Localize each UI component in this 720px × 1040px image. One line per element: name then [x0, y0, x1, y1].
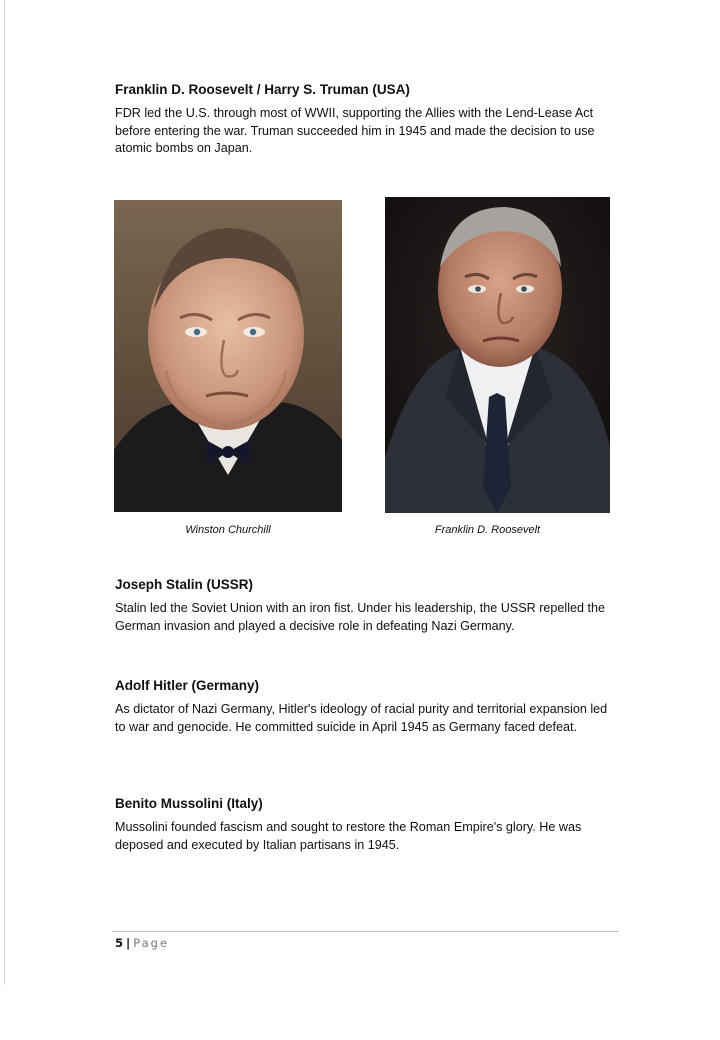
churchill-portrait-image [114, 200, 342, 512]
roosevelt-portrait-image [385, 197, 610, 513]
page-footer [115, 936, 169, 950]
roosevelt-caption: Franklin D. Roosevelt [434, 524, 541, 536]
section-hitler [115, 678, 620, 736]
page-left-border [4, 0, 5, 985]
section-paragraph: Stalin led the Soviet Union with an iron fist. Under his leadership, the USSR repelled the German invasion and played a decisive role in defeating Nazi Germany. [115, 601, 606, 633]
section-heading: Joseph Stalin (USSR) [115, 577, 254, 592]
section-heading: Franklin D. Roosevelt / Harry S. Truman (USA) [115, 82, 410, 97]
churchill-caption: Winston Churchill [185, 524, 271, 536]
section-paragraph: Mussolini founded fascism and sought to restore the Roman Empire's glory. He was deposed and executed by Italian partisans in 1945. [115, 820, 582, 852]
footer-separator: | [126, 936, 131, 950]
page-number: 5 [115, 936, 124, 950]
page-label: Page [133, 936, 170, 950]
section-fdr-truman [115, 82, 620, 158]
section-paragraph: As dictator of Nazi Germany, Hitler's ideology of racial purity and territorial expansion led to war and genocide. He committed suicide in April 1945 as Germany faced defeat. [115, 702, 608, 734]
section-paragraph: FDR led the U.S. through most of WWII, supporting the Allies with the Lend-Lease Act before entering the war. Truman succeeded him in 1945 and made the decision to use atomic bombs on Japan. [115, 106, 595, 155]
footer-divider [112, 931, 618, 932]
section-mussolini [115, 796, 620, 854]
section-heading: Adolf Hitler (Germany) [115, 678, 260, 693]
section-heading: Benito Mussolini (Italy) [115, 796, 263, 811]
section-stalin [115, 577, 620, 635]
